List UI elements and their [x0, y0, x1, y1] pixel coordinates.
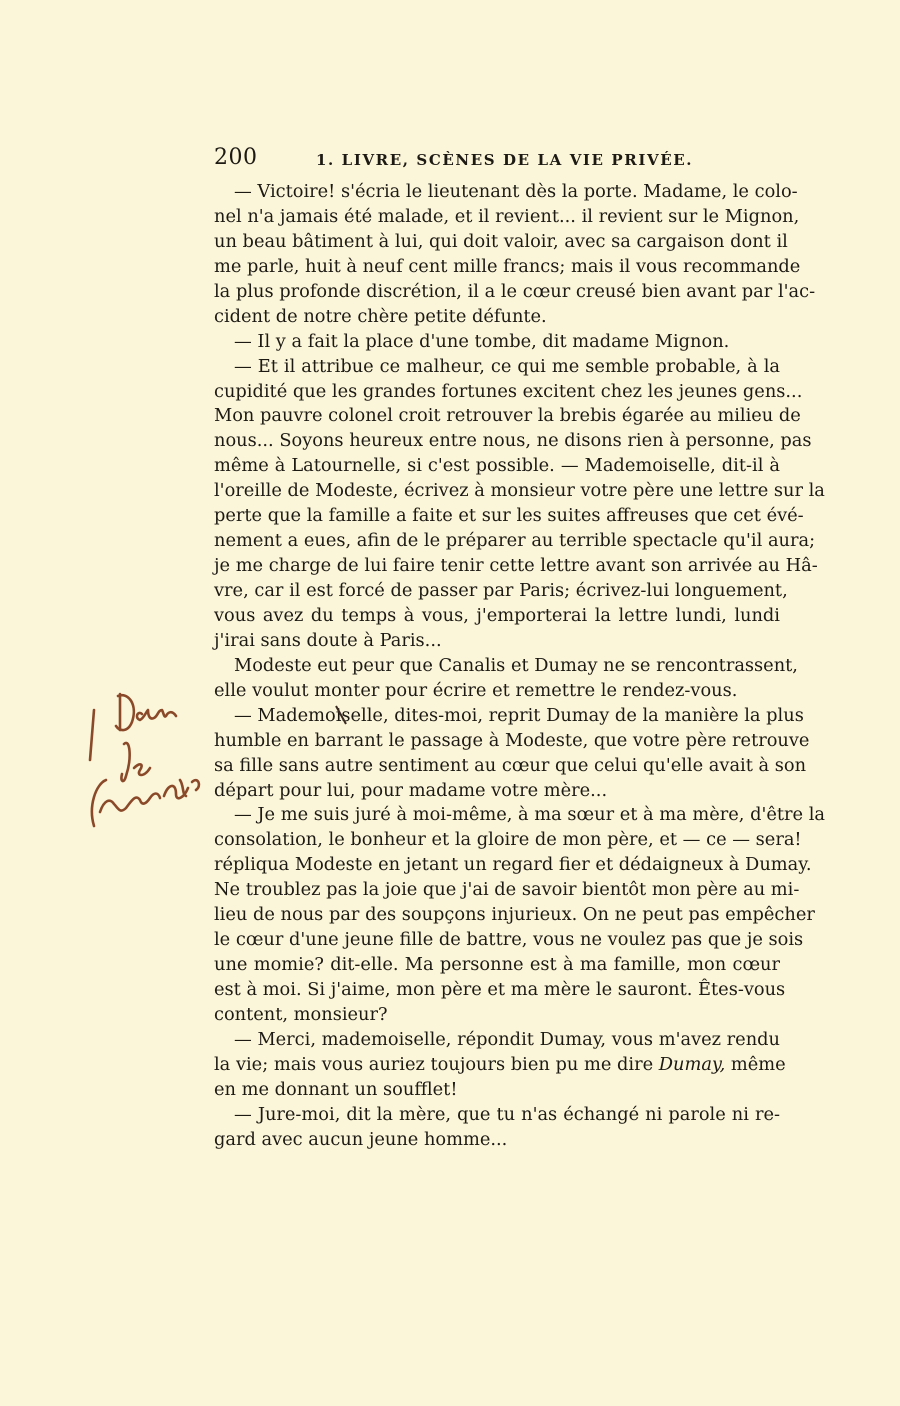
text-line: le cœur d'une jeune fille de battre, vous ne voulez pas que je sois — [214, 929, 804, 951]
text-line: — Merci, mademoiselle, répondit Dumay, vous m'avez rendu — [234, 1028, 780, 1050]
text-segment: même — [730, 1053, 786, 1075]
text-line: elle voulut monter pour écrire et remettre le rendez-vous. — [214, 679, 738, 701]
text-line: départ pour lui, pour madame votre mère... — [214, 779, 608, 801]
text-line: humble en barrant le passage à Modeste, que votre père retrouve — [214, 729, 810, 751]
text-line: nement a eues, afin de le préparer au terrible spectacle qu'il aura; — [214, 530, 816, 552]
text-line: une momie? dit-elle. Ma personne est à ma famille, mon cœur — [214, 954, 780, 976]
text-line: perte que la famille a faite et sur les suites affreuses que cet évé- — [214, 505, 804, 527]
text-line: — Et il attribue ce malheur, ce qui me semble probable, à la — [234, 355, 780, 377]
text-line: gard avec aucun jeune homme... — [214, 1128, 508, 1150]
text-line: en me donnant un soufflet! — [214, 1078, 458, 1100]
text-line: vous avez du temps à vous, j'emporterai la lettre lundi, lundi — [214, 604, 780, 626]
handwriting-icon — [80, 688, 210, 838]
text-line: content, monsieur? — [214, 1003, 388, 1025]
text-line: me parle, huit à neuf cent mille francs; mais il vous recommande — [214, 255, 801, 277]
text-line: cupidité que les grandes fortunes excitent chez les jeunes gens... — [214, 380, 803, 402]
body-text — [214, 180, 826, 1153]
page-number: 200 — [214, 145, 258, 170]
text-line: — Jure-moi, dit la mère, que tu n'as échangé ni parole ni re- — [234, 1103, 780, 1125]
text-line: je me charge de lui faire tenir cette lettre avant son arrivée au Hâ- — [214, 555, 818, 577]
text-line: lieu de nous par des soupçons injurieux. On ne peut pas empêcher — [214, 904, 815, 926]
text-line: Mon pauvre colonel croit retrouver la brebis égarée au milieu de — [214, 405, 801, 427]
text-line: vre, car il est forcé de passer par Paris; écrivez-lui longuement, — [214, 580, 788, 601]
text-line: Ne troublez pas la joie que j'ai de savoir bientôt mon père au mi- — [214, 879, 800, 901]
text-line: répliqua Modeste en jetant un regard fier et dédaigneux à Dumay. — [214, 854, 812, 876]
text-segment: la vie; mais vous auriez toujours bien pu me dire — [214, 1053, 654, 1075]
text-line: — Il y a fait la place d'une tombe, dit madame Mignon. — [234, 330, 730, 352]
handwritten-margin-note — [80, 688, 210, 838]
text-line: est à moi. Si j'aime, mon père et ma mère le sauront. Êtes-vous — [214, 979, 786, 1000]
running-title: 1. LIVRE, SCÈNES DE LA VIE PRIVÉE. — [316, 151, 694, 169]
text-line: un beau bâtiment à lui, qui doit valoir, avec sa cargaison dont il — [214, 230, 788, 252]
text-line: sa fille sans autre sentiment au cœur que celui qu'elle avait à son — [214, 754, 807, 776]
text-line: j'irai sans doute à Paris... — [214, 629, 442, 651]
text-line-with-emphasis — [214, 1053, 786, 1078]
text-line: l'oreille de Modeste, écrivez à monsieur votre père une lettre sur la — [214, 480, 825, 502]
text-line: consolation, le bonheur et la gloire de mon père, et — ce — sera! — [214, 829, 802, 851]
emphasized-name: Dumay, — [658, 1053, 726, 1075]
text-line: la plus profonde discrétion, il a le cœur creusé bien avant par l'ac- — [214, 280, 816, 302]
text-line: même à Latournelle, si c'est possible. — Mademoiselle, dit-il à — [214, 455, 780, 477]
text-line: — Je me suis juré à moi-même, à ma sœur et à ma mère, d'être la — [234, 804, 826, 826]
text-line: nous... Soyons heureux entre nous, ne disons rien à personne, pas — [214, 430, 812, 452]
text-line: — Victoire! s'écria le lieutenant dès la porte. Madame, le colo- — [234, 181, 798, 202]
text-line: Modeste eut peur que Canalis et Dumay ne se rencontrassent, — [234, 654, 798, 676]
text-line: nel n'a jamais été malade, et il revient... il revient sur le Mignon, — [214, 205, 800, 227]
text-line: cident de notre chère petite défunte. — [214, 305, 547, 327]
text-line: — Mademoiselle, dites-moi, reprit Dumay de la manière la plus — [234, 704, 804, 726]
page-header — [214, 145, 776, 175]
